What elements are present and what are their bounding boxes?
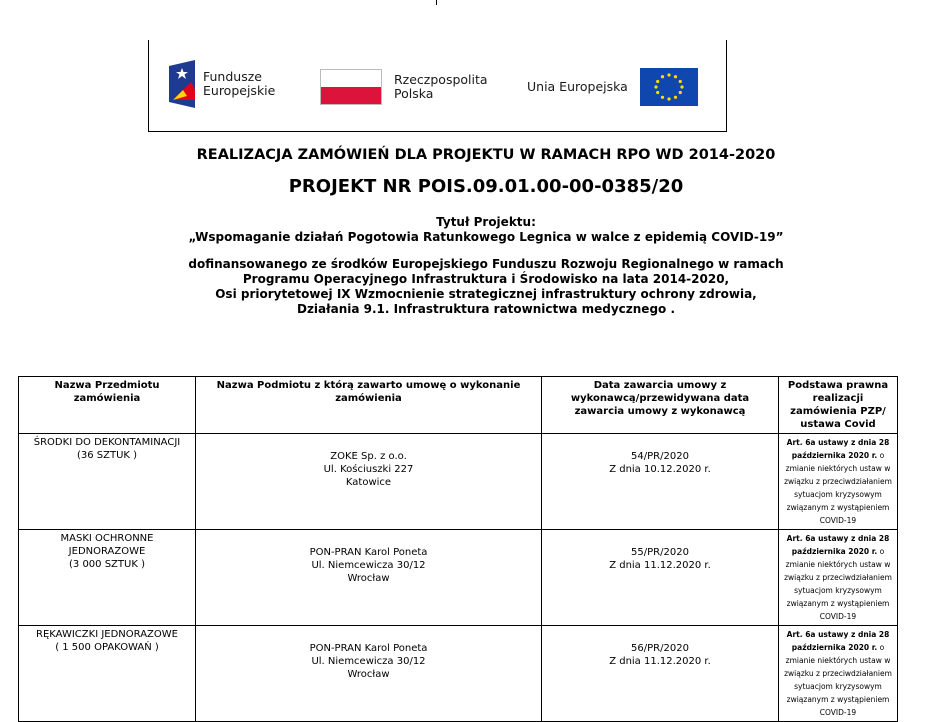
- funding-line: Osi priorytetowej IX Wzmocnienie strategicznej infrastruktury ochrony zdrowia,: [215, 287, 757, 301]
- project-number: PROJEKT NR POIS.09.01.00-00-0385/20: [288, 176, 684, 197]
- header-legal-basis: Podstawa prawna realizacji zamówienia PZP/ ustawa Covid: [779, 377, 898, 434]
- header-contract-date: Data zawarcia umowy z wykonawcą/przewidywana data zawarcia umowy z wykonawcą: [542, 377, 779, 434]
- contract-date: Z dnia 11.12.2020 r.: [609, 560, 711, 571]
- contract-cell: [542, 530, 779, 626]
- legal-basis-bold: Art. 6a ustawy z dnia 28 października 2020 r.: [786, 534, 890, 556]
- table-row: [19, 626, 898, 722]
- header-item: Nazwa Przedmiotu zamówienia: [19, 377, 196, 434]
- contract-cell: [542, 434, 779, 530]
- document-title: REALIZACJA ZAMÓWIEŃ DLA PROJEKTU W RAMACH RPO WD 2014-2020: [196, 147, 776, 163]
- item-name: ŚRODKI DO DEKONTAMINACJI: [33, 437, 181, 448]
- contract-date: Z dnia 10.12.2020 r.: [609, 464, 711, 475]
- rp-line1: Rzeczpospolita: [394, 72, 488, 87]
- table-row: [19, 530, 898, 626]
- page-tick-mark: [436, 0, 437, 5]
- fe-line2: Europejskie: [203, 83, 276, 98]
- project-title-block: [0, 215, 940, 245]
- header-contractor: Nazwa Podmiotu z którą zawarto umowę o wykonanie zamówienia: [196, 377, 542, 434]
- legal-basis-cell: [779, 626, 898, 722]
- orders-table: [18, 376, 898, 722]
- item-cell: [19, 626, 196, 722]
- project-title-label: Tytuł Projektu:: [436, 215, 536, 229]
- contract-date: Z dnia 11.12.2020 r.: [609, 656, 711, 667]
- legal-basis-text: o zmianie niektórych ustaw w związku z przeciwdziałaniem sytuacjom kryzysowym związanym z wystąpieniem COVID-19: [784, 451, 892, 525]
- contractor-name: PON-PRAN Karol Poneta: [309, 547, 428, 558]
- contractor-city: Katowice: [345, 477, 392, 488]
- contractor-cell: [196, 434, 542, 530]
- contractor-city: Wrocław: [347, 669, 390, 680]
- item-qty: ( 1 500 OPAKOWAŃ ): [55, 642, 159, 653]
- contract-number: 54/PR/2020: [631, 451, 689, 462]
- legal-basis-cell: [779, 434, 898, 530]
- contract-number: 55/PR/2020: [631, 547, 689, 558]
- fundusze-europejskie-logo: [169, 60, 275, 108]
- table-row: [19, 434, 898, 530]
- contractor-cell: [196, 530, 542, 626]
- eu-flag-icon: [640, 68, 698, 106]
- fe-line1: Fundusze: [203, 69, 262, 84]
- contractor-name: ZOKE Sp. z o.o.: [330, 451, 407, 462]
- item-qty: (3 000 SZTUK ): [69, 559, 145, 570]
- fundusze-europejskie-icon: [169, 60, 195, 108]
- legal-basis-bold: Art. 6a ustawy z dnia 28 października 2020 r.: [786, 630, 890, 652]
- item-qty: (36 SZTUK ): [76, 450, 138, 461]
- funding-block: [0, 257, 940, 317]
- contract-cell: [542, 626, 779, 722]
- funding-line: dofinansowanego ze środków Europejskiego Funduszu Rozwoju Regionalnego w ramach: [188, 257, 784, 271]
- rp-line2: Polska: [394, 86, 434, 101]
- contractor-street: Ul. Kościuszki 227: [323, 464, 414, 475]
- unia-europejska-logo: [527, 68, 698, 106]
- legal-basis-text: o zmianie niektórych ustaw w związku z przeciwdziałaniem sytuacjom kryzysowym związanym z wystąpieniem COVID-19: [784, 643, 892, 717]
- item-name: RĘKAWICZKI JEDNORAZOWE: [36, 629, 178, 640]
- contractor-street: Ul. Niemcewicza 30/12: [311, 560, 426, 571]
- contractor-street: Ul. Niemcewicza 30/12: [311, 656, 426, 667]
- table-header-row: [19, 377, 898, 434]
- legal-basis-text: o zmianie niektórych ustaw w związku z przeciwdziałaniem sytuacjom kryzysowym związanym z wystąpieniem COVID-19: [784, 547, 892, 621]
- item-cell: [19, 530, 196, 626]
- polish-flag-icon: [320, 69, 382, 105]
- funding-line: Programu Operacyjnego Infrastruktura i Środowisko na lata 2014-2020,: [242, 272, 730, 286]
- project-title-value: „Wspomaganie działań Pogotowia Ratunkowego Legnica w walce z epidemią COVID-19”: [188, 230, 784, 244]
- legal-basis-cell: [779, 530, 898, 626]
- contract-number: 56/PR/2020: [631, 643, 689, 654]
- funding-line: Działania 9.1. Infrastruktura ratownictwa medycznego .: [296, 302, 676, 316]
- ue-text: Unia Europejska: [527, 79, 628, 94]
- rzeczpospolita-polska-logo: [320, 69, 488, 105]
- contractor-name: PON-PRAN Karol Poneta: [309, 643, 428, 654]
- logo-bar: [148, 40, 727, 132]
- item-name: MASKI OCHRONNE JEDNORAZOWE: [60, 533, 154, 557]
- item-cell: [19, 434, 196, 530]
- legal-basis-bold: Art. 6a ustawy z dnia 28 października 2020 r.: [786, 438, 890, 460]
- contractor-city: Wrocław: [347, 573, 390, 584]
- contractor-cell: [196, 626, 542, 722]
